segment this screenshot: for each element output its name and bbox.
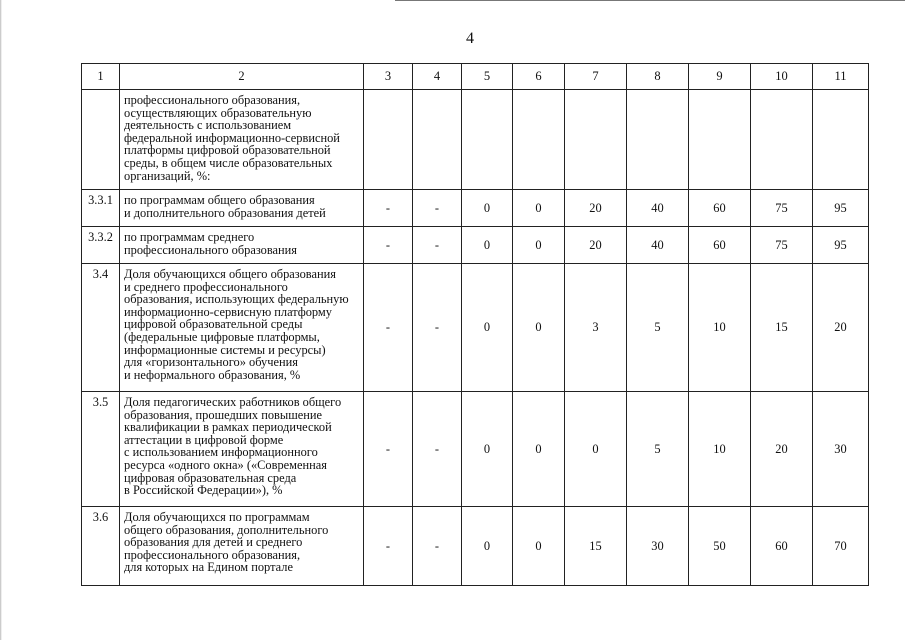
value-cell: - — [413, 392, 462, 507]
value-cell: 0 — [513, 227, 565, 264]
value-cell: 15 — [751, 264, 813, 392]
value-cell: 0 — [513, 264, 565, 392]
column-header: 11 — [813, 64, 869, 90]
table-row — [82, 264, 869, 392]
value-cell: 60 — [689, 227, 751, 264]
row-number: 3.4 — [82, 264, 120, 392]
row-description — [120, 227, 364, 264]
value-cell: 15 — [565, 507, 627, 586]
row-description-text: по программам среднего профессионального образования — [124, 230, 298, 257]
value-cell — [813, 90, 869, 190]
value-cell: - — [413, 190, 462, 227]
value-cell: 60 — [689, 190, 751, 227]
value-cell — [462, 90, 513, 190]
value-cell: 0 — [565, 392, 627, 507]
value-cell — [627, 90, 689, 190]
value-cell: - — [364, 264, 413, 392]
value-cell: 30 — [813, 392, 869, 507]
value-cell: 0 — [462, 190, 513, 227]
column-header: 6 — [513, 64, 565, 90]
value-cell: 60 — [751, 507, 813, 586]
value-cell: 10 — [689, 264, 751, 392]
value-cell: 10 — [689, 392, 751, 507]
value-cell: 20 — [565, 227, 627, 264]
value-cell: 50 — [689, 507, 751, 586]
top-rule-line — [395, 0, 905, 1]
value-cell: 0 — [462, 507, 513, 586]
column-header: 2 — [120, 64, 364, 90]
value-cell: 30 — [627, 507, 689, 586]
value-cell: - — [364, 507, 413, 586]
value-cell — [565, 90, 627, 190]
value-cell: 40 — [627, 190, 689, 227]
value-cell: 20 — [751, 392, 813, 507]
value-cell: - — [364, 227, 413, 264]
value-cell: 95 — [813, 190, 869, 227]
value-cell — [513, 90, 565, 190]
value-cell: - — [413, 227, 462, 264]
value-cell: 0 — [513, 507, 565, 586]
row-description-text: профессионального образования, осуществляющих образовательную деятельность с использованием федеральной информационно-сервисной платформы цифровой образовательной среды, в общем числе образовательных организаций, %: — [124, 93, 340, 183]
page-number: 4 — [466, 30, 474, 47]
column-header: 5 — [462, 64, 513, 90]
value-cell: 70 — [813, 507, 869, 586]
value-cell — [751, 90, 813, 190]
row-number: 3.6 — [82, 507, 120, 586]
row-description-text: Доля обучающихся по программам общего образования, дополнительного образования для детей и среднего профессионального образования, для которых на Едином портале — [124, 510, 329, 575]
column-header: 10 — [751, 64, 813, 90]
row-number: 3.5 — [82, 392, 120, 507]
indicators-table — [81, 63, 869, 586]
row-description — [120, 264, 364, 392]
table-row — [82, 190, 869, 227]
row-description-text: Доля педагогических работников общего образования, прошедших повышение квалификации в рамках периодической аттестации в цифровой форме с использованием информационного ресурса «одного окна» («Современная цифровая образовательная среда в Российской Федерации»), % — [124, 395, 342, 498]
row-description — [120, 392, 364, 507]
value-cell: 0 — [513, 392, 565, 507]
table-row — [82, 392, 869, 507]
value-cell: 95 — [813, 227, 869, 264]
table-row — [82, 227, 869, 264]
row-description — [120, 90, 364, 190]
value-cell: - — [413, 507, 462, 586]
value-cell: 20 — [565, 190, 627, 227]
value-cell: 3 — [565, 264, 627, 392]
value-cell: 5 — [627, 392, 689, 507]
row-number — [82, 90, 120, 190]
value-cell: - — [413, 264, 462, 392]
value-cell: 40 — [627, 227, 689, 264]
table-header-row — [82, 64, 869, 90]
value-cell: 5 — [627, 264, 689, 392]
value-cell: 20 — [813, 264, 869, 392]
value-cell: - — [364, 190, 413, 227]
column-header: 9 — [689, 64, 751, 90]
row-number: 3.3.2 — [82, 227, 120, 264]
column-header: 1 — [82, 64, 120, 90]
column-header: 4 — [413, 64, 462, 90]
column-header: 7 — [565, 64, 627, 90]
value-cell — [689, 90, 751, 190]
value-cell: 0 — [462, 392, 513, 507]
value-cell: 75 — [751, 190, 813, 227]
column-header: 3 — [364, 64, 413, 90]
value-cell: 0 — [462, 227, 513, 264]
row-number: 3.3.1 — [82, 190, 120, 227]
value-cell: 0 — [462, 264, 513, 392]
row-description — [120, 190, 364, 227]
table-row — [82, 507, 869, 586]
value-cell: - — [364, 392, 413, 507]
column-header: 8 — [627, 64, 689, 90]
value-cell: 75 — [751, 227, 813, 264]
value-cell — [413, 90, 462, 190]
row-description-text: по программам общего образования и дополнительного образования детей — [124, 193, 326, 220]
row-description-text: Доля обучающихся общего образования и среднего профессионального образования, использующих федеральную информационно-сервисную платформу цифровой образовательной среды (федеральные цифровые платформы, информационные системы и ресурсы) для «горизонтального» обучения и неформального образования, % — [124, 267, 349, 382]
table-row — [82, 90, 869, 190]
page-edge-shadow — [0, 0, 2, 640]
value-cell — [364, 90, 413, 190]
row-description — [120, 507, 364, 586]
value-cell: 0 — [513, 190, 565, 227]
